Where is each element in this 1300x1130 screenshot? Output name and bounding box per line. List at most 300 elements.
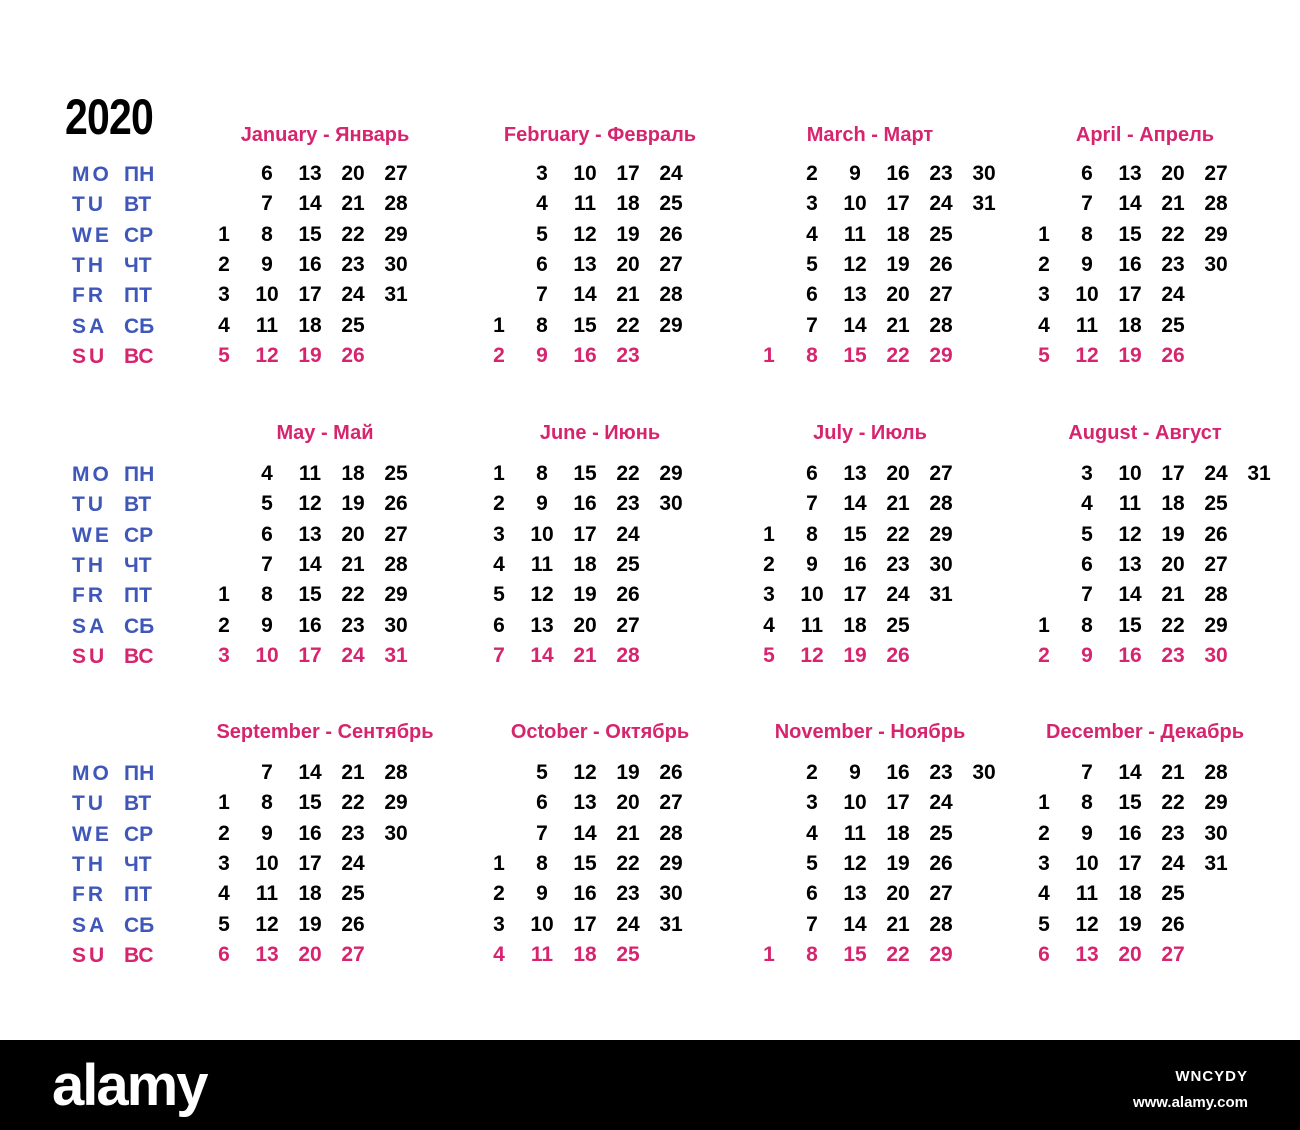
date-cell: 8 [806, 942, 818, 966]
date-cell: 15 [843, 942, 867, 966]
date-cell: 29 [659, 462, 683, 485]
date-cell: 26 [1161, 912, 1185, 936]
date-cell: 13 [530, 613, 554, 637]
date-cell: 5 [261, 492, 273, 516]
date-cell: 1 [493, 313, 505, 337]
date-cell: 20 [886, 462, 910, 485]
date-cell: 9 [536, 882, 548, 906]
date-cell: 23 [929, 761, 953, 784]
date-cell: 30 [659, 492, 683, 516]
date-cell: 22 [616, 851, 640, 875]
weekday-en: TH [72, 553, 106, 577]
weekday-ru: СБ [124, 913, 155, 937]
date-cell: 26 [384, 492, 408, 516]
date-cell: 24 [1161, 283, 1185, 307]
date-cell: 1 [218, 791, 230, 815]
date-cell: 7 [493, 643, 505, 667]
date-cell: 6 [1038, 942, 1050, 966]
date-cell: 19 [341, 492, 365, 516]
date-cell: 4 [493, 942, 505, 966]
date-cell: 13 [843, 283, 867, 307]
date-cell: 10 [573, 162, 597, 185]
date-cell: 7 [806, 912, 818, 936]
date-cell: 19 [1118, 912, 1142, 936]
date-cell: 2 [493, 343, 505, 367]
date-cell: 10 [1075, 851, 1099, 875]
date-cell: 25 [384, 462, 408, 485]
month-title: June - Июнь [539, 422, 661, 444]
date-cell: 3 [1038, 851, 1050, 875]
date-cell: 17 [1161, 462, 1185, 485]
month-title: September - Сентябрь [216, 721, 434, 743]
weekday-ru: ВТ [124, 792, 152, 816]
date-cell: 10 [255, 283, 279, 307]
date-cell: 11 [255, 313, 279, 337]
date-cell: 1 [218, 583, 230, 607]
website-text: www.alamy.com [1132, 1094, 1248, 1111]
date-cell: 12 [298, 492, 322, 516]
date-cell: 26 [616, 583, 640, 607]
date-cell: 18 [886, 821, 910, 845]
weekday-ru: ПН [124, 762, 155, 785]
date-cell: 31 [972, 192, 996, 216]
date-cell: 17 [298, 283, 322, 307]
date-cell: 27 [659, 252, 683, 276]
date-cell: 25 [886, 613, 910, 637]
date-cell: 28 [384, 761, 408, 784]
weekday-ru: СР [124, 822, 154, 846]
date-cell: 6 [806, 462, 818, 485]
date-cell: 3 [806, 791, 818, 815]
date-cell: 30 [384, 821, 408, 845]
date-cell: 21 [886, 912, 910, 936]
date-cell: 26 [1204, 522, 1228, 546]
date-cell: 5 [218, 343, 230, 367]
date-cell: 28 [1204, 583, 1228, 607]
date-cell: 12 [800, 643, 824, 667]
date-cell: 24 [659, 162, 683, 185]
date-cell: 18 [298, 313, 322, 337]
date-cell: 24 [341, 283, 365, 307]
date-cell: 27 [1161, 942, 1185, 966]
date-cell: 22 [341, 222, 365, 246]
date-cell: 4 [763, 613, 775, 637]
date-cell: 12 [1075, 343, 1099, 367]
date-cell: 21 [341, 192, 365, 216]
date-cell: 22 [341, 583, 365, 607]
date-cell: 15 [843, 343, 867, 367]
weekday-en: TU [72, 792, 106, 816]
date-cell: 27 [384, 162, 408, 185]
date-cell: 15 [843, 522, 867, 546]
date-cell: 6 [1081, 552, 1093, 576]
date-cell: 30 [972, 162, 996, 185]
date-cell: 12 [530, 583, 554, 607]
date-cell: 29 [1204, 791, 1228, 815]
date-cell: 28 [1204, 192, 1228, 216]
date-cell: 20 [298, 942, 322, 966]
date-cell: 18 [1118, 313, 1142, 337]
date-cell: 17 [573, 522, 597, 546]
date-cell: 23 [616, 343, 640, 367]
date-cell: 24 [929, 791, 953, 815]
date-cell: 18 [573, 942, 597, 966]
weekday-ru: ЧТ [124, 852, 152, 876]
date-cell: 1 [763, 522, 775, 546]
weekday-ru: СР [124, 223, 154, 247]
date-cell: 31 [1204, 851, 1228, 875]
date-cell: 14 [298, 192, 322, 216]
date-cell: 29 [659, 851, 683, 875]
date-cell: 25 [1204, 492, 1228, 516]
date-cell: 11 [573, 192, 597, 216]
date-cell: 12 [255, 912, 279, 936]
date-cell: 25 [1161, 313, 1185, 337]
date-cell: 19 [886, 252, 910, 276]
date-cell: 27 [929, 882, 953, 906]
weekday-en: TU [72, 493, 106, 517]
date-cell: 30 [659, 882, 683, 906]
date-cell: 29 [384, 791, 408, 815]
date-cell: 22 [341, 791, 365, 815]
date-cell: 6 [536, 791, 548, 815]
date-cell: 5 [1081, 522, 1093, 546]
date-cell: 16 [573, 343, 597, 367]
date-cell: 12 [573, 761, 597, 784]
date-cell: 8 [1081, 613, 1093, 637]
date-cell: 19 [616, 222, 640, 246]
date-cell: 4 [218, 313, 230, 337]
date-cell: 4 [806, 821, 818, 845]
date-cell: 25 [929, 821, 953, 845]
date-cell: 28 [1204, 761, 1228, 784]
weekday-en: TH [72, 253, 106, 277]
date-cell: 24 [1161, 851, 1185, 875]
date-cell: 13 [1118, 162, 1142, 185]
month-title: April - Апрель [1075, 124, 1215, 146]
weekday-label-row [72, 463, 192, 487]
weekday-en: FR [72, 284, 106, 308]
date-cell: 14 [573, 283, 597, 307]
date-cell: 28 [616, 643, 640, 667]
date-cell: 1 [493, 851, 505, 875]
weekday-label-row [72, 914, 192, 938]
weekday-en: MO [72, 163, 112, 186]
date-cell: 3 [218, 643, 230, 667]
date-cell: 23 [1161, 252, 1185, 276]
date-cell: 6 [218, 942, 230, 966]
date-cell: 17 [843, 583, 867, 607]
date-cell: 18 [886, 222, 910, 246]
date-cell: 17 [886, 791, 910, 815]
date-cell: 28 [929, 492, 953, 516]
date-cell: 6 [806, 283, 818, 307]
date-cell: 10 [1075, 283, 1099, 307]
date-cell: 16 [298, 821, 322, 845]
date-cell: 18 [843, 613, 867, 637]
date-cell: 21 [1161, 192, 1185, 216]
date-cell: 13 [573, 791, 597, 815]
date-cell: 13 [1075, 942, 1099, 966]
date-cell: 19 [298, 912, 322, 936]
date-cell: 19 [616, 761, 640, 784]
date-cell: 27 [341, 942, 365, 966]
date-cell: 11 [1075, 882, 1099, 906]
date-cell: 27 [929, 283, 953, 307]
date-cell: 3 [218, 283, 230, 307]
date-cell: 14 [530, 643, 554, 667]
date-cell: 13 [298, 162, 322, 185]
date-cell: 9 [261, 613, 273, 637]
date-cell: 7 [1081, 583, 1093, 607]
date-cell: 10 [255, 643, 279, 667]
date-cell: 24 [341, 851, 365, 875]
date-cell: 1 [1038, 791, 1050, 815]
date-cell: 6 [261, 522, 273, 546]
weekday-label-row [72, 615, 192, 639]
date-cell: 2 [1038, 643, 1050, 667]
date-cell: 3 [493, 912, 505, 936]
date-cell: 28 [659, 821, 683, 845]
weekday-label-row [72, 224, 192, 248]
weekday-en: SU [72, 644, 108, 668]
date-cell: 6 [1081, 162, 1093, 185]
date-cell: 13 [843, 882, 867, 906]
date-cell: 20 [616, 791, 640, 815]
date-cell: 14 [1118, 192, 1142, 216]
date-cell: 8 [1081, 791, 1093, 815]
date-cell: 4 [1081, 492, 1093, 516]
date-cell: 15 [573, 851, 597, 875]
date-cell: 3 [493, 522, 505, 546]
date-cell: 11 [843, 821, 867, 845]
weekday-label-row [72, 284, 192, 308]
date-cell: 15 [298, 583, 322, 607]
date-cell: 2 [493, 492, 505, 516]
date-cell: 17 [573, 912, 597, 936]
date-cell: 8 [261, 791, 273, 815]
date-cell: 11 [843, 222, 867, 246]
date-cell: 6 [493, 613, 505, 637]
date-cell: 29 [929, 522, 953, 546]
date-cell: 3 [1038, 283, 1050, 307]
date-cell: 28 [384, 192, 408, 216]
date-cell: 26 [659, 222, 683, 246]
date-cell: 10 [530, 912, 554, 936]
date-cell: 10 [530, 522, 554, 546]
date-cell: 15 [298, 222, 322, 246]
weekday-label-row [72, 762, 192, 786]
date-cell: 26 [1161, 343, 1185, 367]
alamy-logo: alamy [52, 1053, 207, 1118]
date-cell: 5 [763, 643, 775, 667]
date-cell: 27 [659, 791, 683, 815]
month-title: November - Ноябрь [774, 721, 966, 743]
date-cell: 30 [972, 761, 996, 784]
date-cell: 30 [929, 552, 953, 576]
date-cell: 21 [1161, 761, 1185, 784]
date-cell: 17 [616, 162, 640, 185]
date-cell: 14 [843, 313, 867, 337]
date-cell: 22 [1161, 613, 1185, 637]
date-cell: 12 [1118, 522, 1142, 546]
date-cell: 25 [341, 313, 365, 337]
date-cell: 22 [886, 522, 910, 546]
date-cell: 5 [1038, 912, 1050, 936]
weekday-ru: СБ [124, 614, 155, 638]
year-title: 2020 [65, 89, 153, 145]
date-cell: 16 [1118, 643, 1142, 667]
date-cell: 17 [1118, 851, 1142, 875]
date-cell: 16 [1118, 821, 1142, 845]
weekday-label-row [72, 853, 192, 877]
date-cell: 13 [573, 252, 597, 276]
date-cell: 19 [573, 583, 597, 607]
weekday-label-row [72, 254, 192, 278]
date-cell: 13 [255, 942, 279, 966]
image-code: WNCYDY [1175, 1068, 1248, 1085]
date-cell: 2 [806, 162, 818, 185]
weekday-en: TU [72, 193, 106, 217]
weekday-label-row [72, 315, 192, 339]
date-cell: 11 [298, 462, 322, 485]
date-cell: 8 [261, 583, 273, 607]
date-cell: 5 [536, 222, 548, 246]
date-cell: 16 [886, 162, 910, 185]
date-cell: 2 [493, 882, 505, 906]
weekday-ru: ПТ [124, 883, 152, 907]
date-cell: 1 [1038, 222, 1050, 246]
date-cell: 13 [843, 462, 867, 485]
date-cell: 9 [849, 162, 861, 185]
date-cell: 25 [616, 942, 640, 966]
date-cell: 2 [218, 613, 230, 637]
date-cell: 25 [929, 222, 953, 246]
date-cell: 3 [218, 851, 230, 875]
date-cell: 2 [218, 252, 230, 276]
date-cell: 1 [493, 462, 505, 485]
date-cell: 1 [763, 343, 775, 367]
weekday-en: SU [72, 344, 108, 368]
date-cell: 14 [1118, 583, 1142, 607]
date-cell: 10 [1118, 462, 1142, 485]
date-cell: 4 [493, 552, 505, 576]
date-cell: 28 [929, 912, 953, 936]
date-cell: 29 [384, 222, 408, 246]
date-cell: 17 [886, 192, 910, 216]
date-cell: 5 [536, 761, 548, 784]
weekday-label-row [72, 554, 192, 578]
date-cell: 20 [573, 613, 597, 637]
date-cell: 25 [341, 882, 365, 906]
date-cell: 25 [1161, 882, 1185, 906]
date-cell: 12 [573, 222, 597, 246]
date-cell: 3 [806, 192, 818, 216]
date-cell: 27 [1204, 162, 1228, 185]
date-cell: 21 [886, 492, 910, 516]
date-cell: 9 [261, 252, 273, 276]
date-cell: 4 [1038, 313, 1050, 337]
month-title: August - Август [1068, 422, 1222, 444]
date-cell: 20 [341, 162, 365, 185]
date-cell: 14 [298, 761, 322, 784]
weekday-ru: ЧТ [124, 553, 152, 577]
date-cell: 20 [341, 522, 365, 546]
date-cell: 8 [806, 522, 818, 546]
date-cell: 4 [536, 192, 548, 216]
date-cell: 21 [616, 821, 640, 845]
date-cell: 14 [843, 912, 867, 936]
date-cell: 11 [800, 613, 824, 637]
date-cell: 20 [886, 283, 910, 307]
date-cell: 26 [886, 643, 910, 667]
date-cell: 6 [806, 882, 818, 906]
date-cell: 1 [1038, 613, 1050, 637]
weekday-ru: ВТ [124, 193, 152, 217]
date-cell: 3 [763, 583, 775, 607]
date-cell: 13 [1118, 552, 1142, 576]
date-cell: 19 [1161, 522, 1185, 546]
weekday-en: SA [72, 314, 108, 338]
date-cell: 2 [1038, 252, 1050, 276]
date-cell: 22 [886, 343, 910, 367]
weekday-ru: СБ [124, 314, 155, 338]
date-cell: 19 [843, 643, 867, 667]
date-cell: 23 [929, 162, 953, 185]
date-cell: 10 [843, 791, 867, 815]
date-cell: 7 [261, 192, 273, 216]
weekday-label-row [72, 584, 192, 608]
date-cell: 29 [1204, 222, 1228, 246]
date-cell: 21 [616, 283, 640, 307]
date-cell: 23 [341, 613, 365, 637]
date-cell: 4 [218, 882, 230, 906]
weekday-label-row [72, 524, 192, 548]
date-cell: 30 [384, 613, 408, 637]
date-cell: 9 [1081, 252, 1093, 276]
date-cell: 16 [886, 761, 910, 784]
date-cell: 9 [1081, 821, 1093, 845]
date-cell: 20 [1161, 552, 1185, 576]
date-cell: 20 [886, 882, 910, 906]
month-title: July - Июль [813, 422, 927, 444]
weekday-label-row [72, 792, 192, 816]
weekday-en: WE [72, 822, 112, 846]
date-cell: 27 [384, 522, 408, 546]
date-cell: 16 [298, 252, 322, 276]
date-cell: 27 [929, 462, 953, 485]
date-cell: 3 [536, 162, 548, 185]
date-cell: 21 [341, 552, 365, 576]
date-cell: 20 [616, 252, 640, 276]
month-title: January - Январь [240, 124, 410, 146]
date-cell: 6 [536, 252, 548, 276]
date-cell: 21 [573, 643, 597, 667]
date-cell: 8 [536, 313, 548, 337]
date-cell: 21 [886, 313, 910, 337]
date-cell: 28 [659, 283, 683, 307]
date-cell: 24 [616, 522, 640, 546]
date-cell: 18 [1161, 492, 1185, 516]
weekday-ru: ВС [124, 943, 154, 967]
weekday-en: SU [72, 943, 108, 967]
date-cell: 20 [1118, 942, 1142, 966]
date-cell: 2 [763, 552, 775, 576]
date-cell: 18 [1118, 882, 1142, 906]
weekday-en: FR [72, 584, 106, 608]
date-cell: 23 [1161, 643, 1185, 667]
date-cell: 8 [261, 222, 273, 246]
